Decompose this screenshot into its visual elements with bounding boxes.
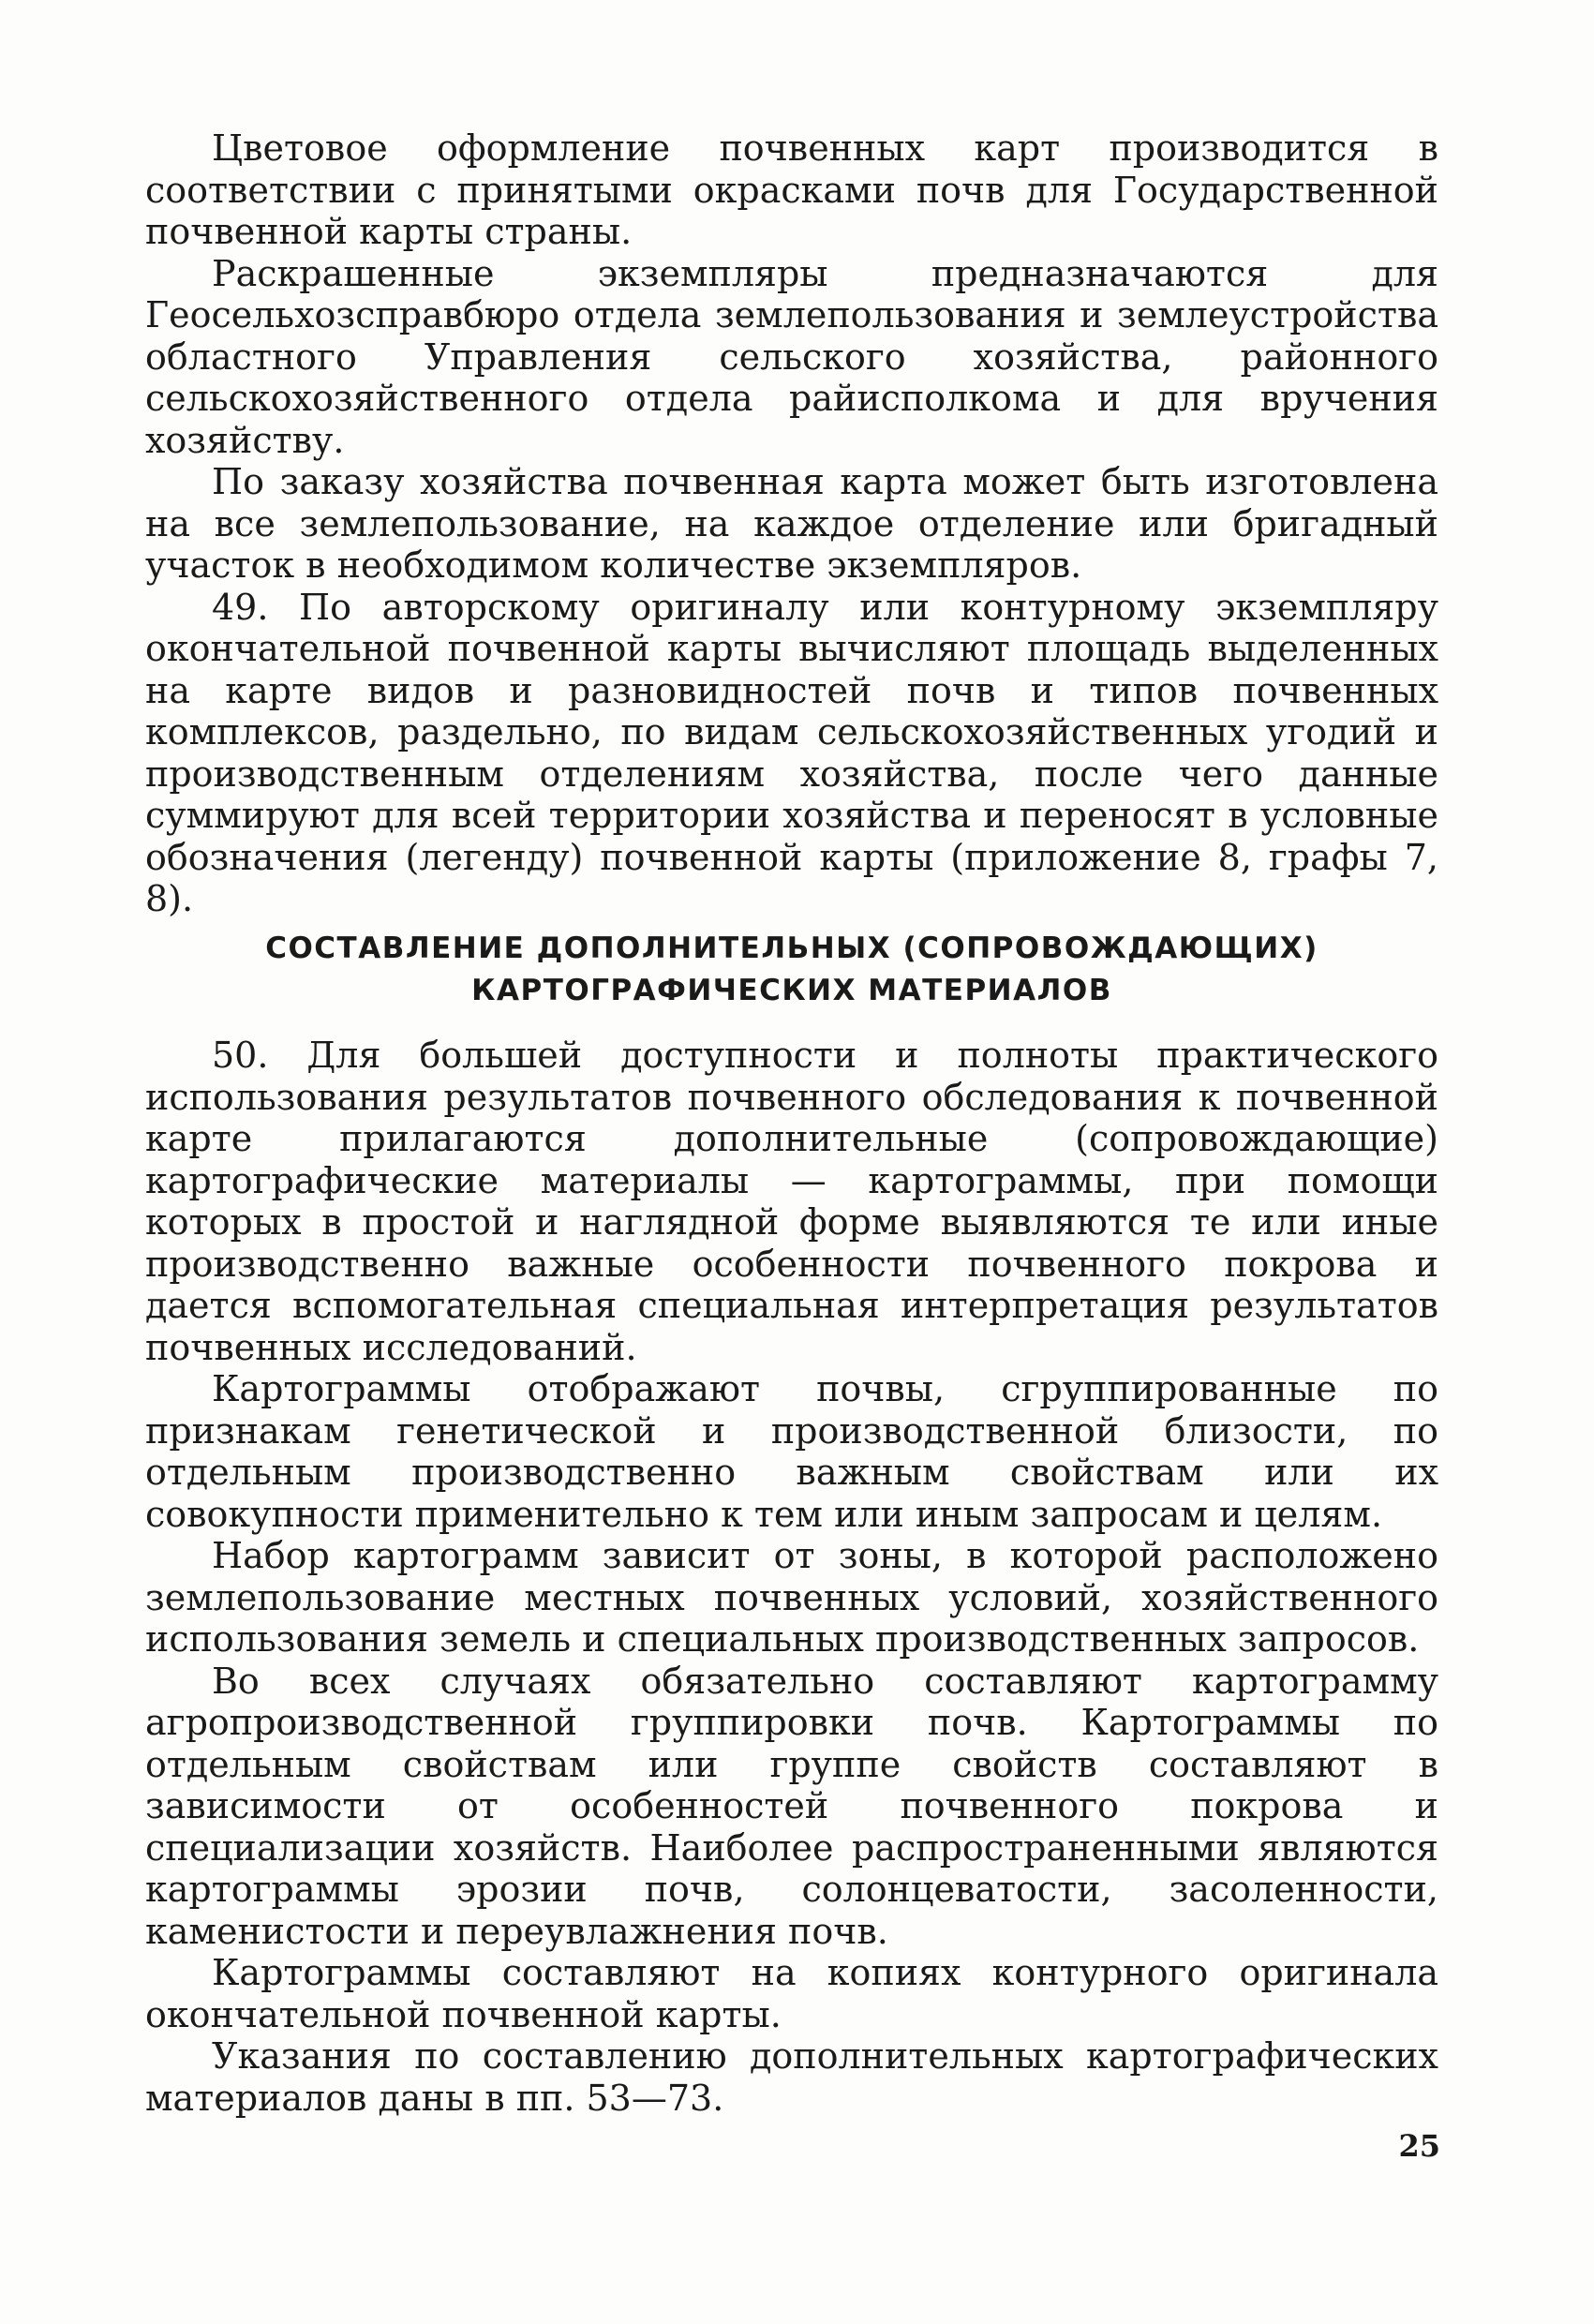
paragraph-all-cases: Во всех случаях обязательно составляют картограмму агропроизводственной группировки почв. Картограммы по отдельным свойствам или группе свойств составляют в зависимости от особенностей почвенного покрова и специализации хозяйств. Наиболее распространенными являются картограммы эрозии почв, солонцеватости, засоленности, каменистости и переувлажнения почв. xyxy=(145,1660,1438,1952)
paragraph-colored-copies: Раскрашенные экземпляры предназначаются для Геосельхозсправбюро отдела землепользования и землеустройства областного Управления сельского хозяйства, районного сельскохозяйственного отдела райисполкома и для вручения хозяйству. xyxy=(145,252,1438,461)
paragraph-instructions: Указания по составлению дополнительных картографических материалов даны в пп. 53—73. xyxy=(145,2035,1438,2119)
top-text-section xyxy=(145,127,1438,920)
paragraph-cartograms-display: Картограммы отображают почвы, сгруппированные по признакам генетической и производственной близости, по отдельным производственно важным свойствам или их совокупности применительно к тем или иным запросам и целям. xyxy=(145,1368,1438,1535)
paragraph-item-50: 50. Для большей доступности и полноты практического использования результатов почвенного обследования к почвенной карте прилагаются дополнительные (сопровождающие) картографические материалы — картограммы, при помощи которых в простой и наглядной форме выявляются те или иные производственно важные особенности почвенного покрова и дается вспомогательная специальная интерпретация результатов почвенных исследований. xyxy=(145,1035,1438,1368)
section-heading xyxy=(145,928,1438,1012)
section-heading-line-2: КАРТОГРАФИЧЕСКИХ МАТЕРИАЛОВ xyxy=(471,974,1112,1007)
paragraph-cartogram-set: Набор картограмм зависит от зоны, в которой расположено землепользование местных почвенных условий, хозяйственного использования земель и специальных производственных запросов. xyxy=(145,1535,1438,1660)
paragraph-item-49: 49. По авторскому оригиналу или контурному экземпляру окончательной почвенной карты вычисляют площадь выделенных на карте видов и разновидностей почв и типов почвенных комплексов, раздельно, по видам сельскохозяйственных угодий и производственным отделениям хозяйства, после чего данные суммируют для всей территории хозяйства и переносят в условные обозначения (легенду) почвенной карты (приложение 8, графы 7, 8). xyxy=(145,586,1438,919)
section-heading-line-1: СОСТАВЛЕНИЕ ДОПОЛНИТЕЛЬНЫХ (СОПРОВОЖДАЮЩИХ) xyxy=(265,931,1318,965)
paragraph-contour-copies: Картограммы составляют на копиях контурного оригинала окончательной почвенной карты. xyxy=(145,1952,1438,2035)
paragraph-farm-order: По заказу хозяйства почвенная карта может быть изготовлена на все землепользование, на каждое отделение или бригадный участок в необходимом количестве экземпляров. xyxy=(145,461,1438,586)
bottom-text-section xyxy=(145,1035,1438,2119)
page-number: 25 xyxy=(1398,2128,1440,2164)
paragraph-color-design: Цветовое оформление почвенных карт производится в соответствии с принятыми окрасками почв для Государственной почвенной карты страны. xyxy=(145,127,1438,252)
